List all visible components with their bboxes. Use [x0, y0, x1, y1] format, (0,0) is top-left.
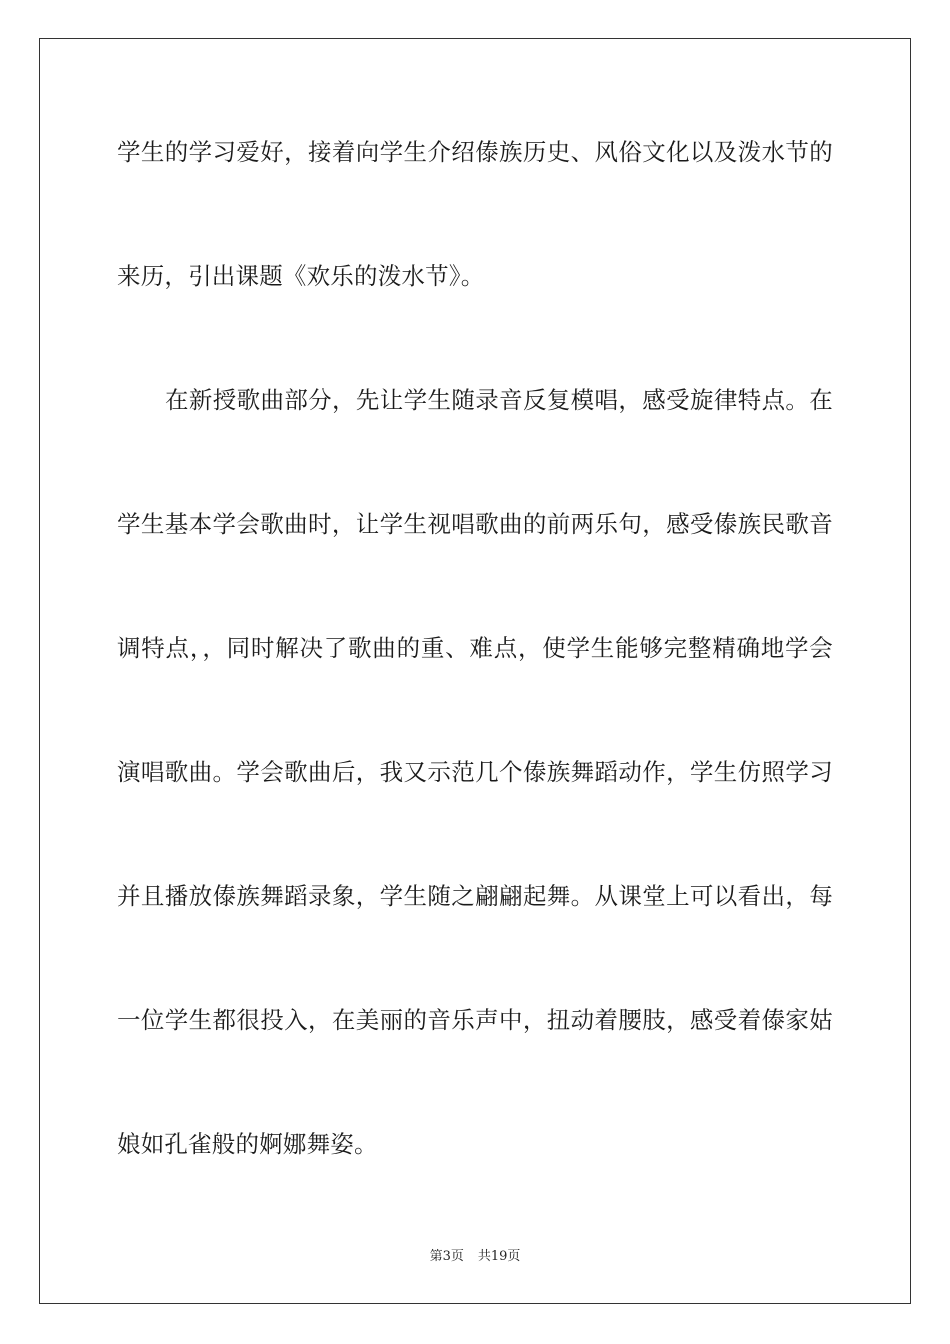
text-line-6: 演唱歌曲。学会歌曲后，我又示范几个傣族舞蹈动作，学生仿照学习 [117, 758, 833, 786]
text-line-1: 学生的学习爱好，接着向学生介绍傣族历史、风俗文化以及泼水节的 [117, 138, 833, 166]
text-line-7: 并且播放傣族舞蹈录象，学生随之翩翩起舞。从课堂上可以看出，每 [117, 882, 833, 910]
text-line-2: 来历，引出课题《欢乐的泼水节》。 [117, 262, 485, 290]
text-line-8: 一位学生都很投入，在美丽的音乐声中，扭动着腰肢，感受着傣家姑 [117, 1006, 833, 1034]
text-line-4: 学生基本学会歌曲时，让学生视唱歌曲的前两乐句，感受傣族民歌音 [117, 510, 833, 538]
paragraph-indented-line: 在新授歌曲部分，先让学生随录音反复模唱，感受旋律特点。在 [165, 386, 833, 414]
page-total: 共19页 [477, 1249, 521, 1264]
text-line-5: 调特点，，同时解决了歌曲的重、难点，使学生能够完整精确地学会 [117, 634, 833, 662]
page-number: 第3页 [429, 1249, 464, 1264]
page-footer [0, 1248, 950, 1266]
text-line-9: 娘如孔雀般的婀娜舞姿。 [117, 1130, 378, 1158]
page-frame [39, 38, 911, 1304]
